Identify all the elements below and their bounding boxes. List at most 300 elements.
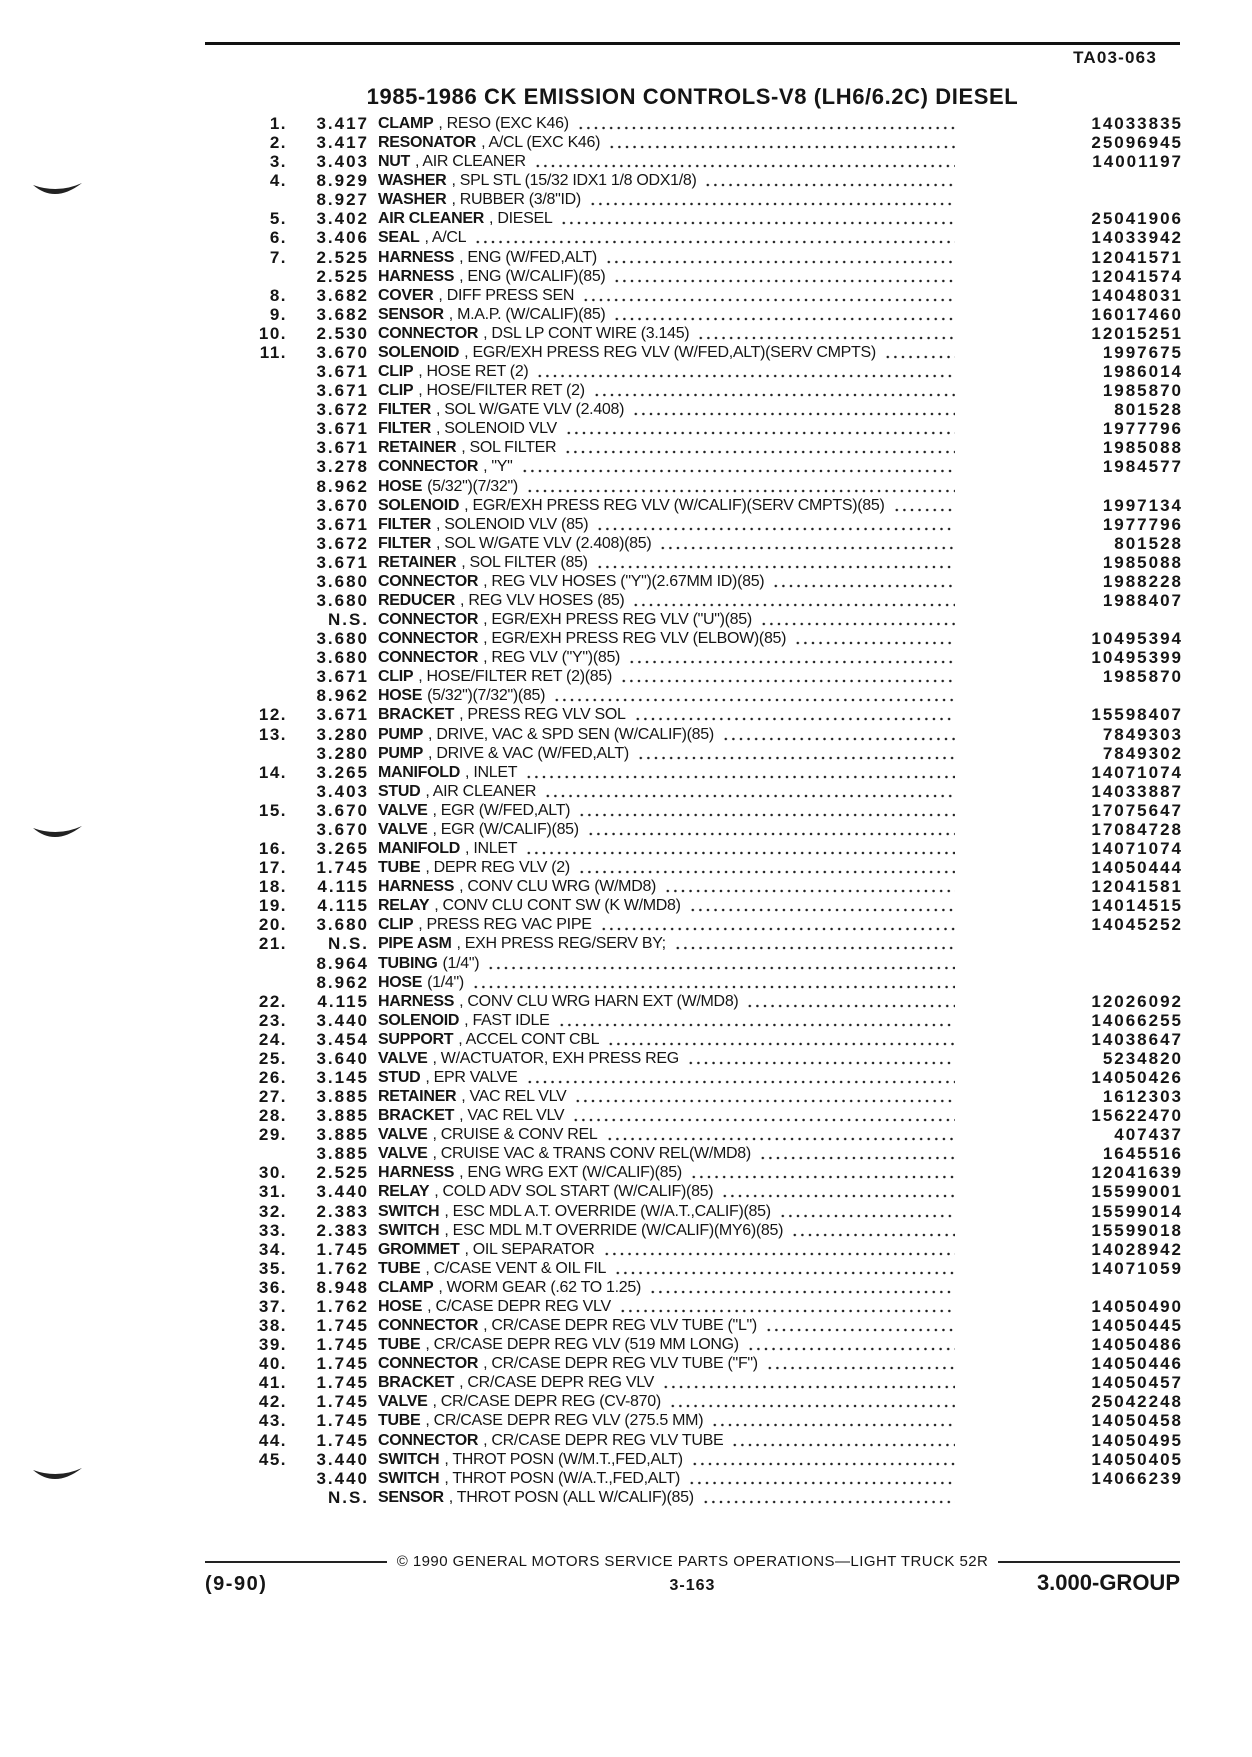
- part-row: [0, 782, 1252, 801]
- part-detail: , HOSE/FILTER RET (2)(85): [418, 668, 612, 686]
- part-name: MANIFOLD: [378, 763, 461, 781]
- part-number: 1985870: [1102, 381, 1183, 401]
- group-number: 8.962: [316, 972, 369, 992]
- part-detail: , CR/CASE DEPR REG VLV TUBE ("F"): [483, 1355, 758, 1373]
- dot-leader: [759, 1144, 955, 1163]
- item-number: 26.: [258, 1068, 287, 1087]
- part-detail: , CR/CASE DEPR REG VLV: [459, 1374, 655, 1392]
- part-name: VALVE: [378, 1049, 428, 1067]
- part-name: CONNECTOR: [378, 324, 479, 342]
- part-detail: , PRESS REG VAC PIPE: [418, 916, 592, 934]
- part-row: [0, 1240, 1252, 1259]
- part-row: [0, 1373, 1252, 1392]
- item-number: 19.: [258, 896, 287, 916]
- dot-leader: [614, 1259, 955, 1278]
- part-detail: , CONV CLU WRG HARN EXT (W/MD8): [459, 992, 739, 1010]
- part-name: SWITCH: [378, 1469, 440, 1487]
- item-number: 40.: [258, 1354, 287, 1374]
- part-detail: , COLD ADV SOL START (W/CALIF)(85): [434, 1183, 714, 1201]
- part-description: [378, 572, 955, 591]
- part-description: [378, 267, 955, 286]
- part-description: [378, 553, 955, 572]
- part-description: [378, 744, 955, 763]
- item-number: 15.: [258, 800, 287, 820]
- part-description: [378, 973, 955, 992]
- part-row: [0, 457, 1252, 476]
- item-number: 33.: [258, 1220, 287, 1240]
- item-number: 32.: [258, 1201, 287, 1221]
- part-number: 1985088: [1102, 438, 1183, 458]
- part-row: [0, 1469, 1252, 1488]
- part-name: CLAMP: [378, 115, 434, 132]
- part-number: 14050457: [1091, 1373, 1183, 1393]
- part-number: 1645516: [1102, 1144, 1183, 1164]
- group-number: 1.762: [316, 1296, 369, 1316]
- part-detail: , HOSE RET (2): [418, 363, 529, 381]
- part-name: SOLENOID: [378, 1011, 460, 1029]
- part-detail: , DIESEL: [489, 210, 553, 228]
- part-description: [378, 1106, 955, 1125]
- part-detail: , THROT POSN (W/A.T.,FED,ALT): [444, 1469, 681, 1487]
- group-label: 3.000-GROUP: [1036, 1570, 1180, 1595]
- item-number: 11.: [259, 342, 287, 362]
- item-number: 14.: [258, 762, 287, 782]
- part-detail: , VAC REL VLV: [459, 1107, 565, 1125]
- dot-leader: [662, 1373, 955, 1392]
- part-number: 14033942: [1091, 228, 1183, 248]
- part-row: [0, 858, 1252, 877]
- part-detail: , EGR/EXH PRESS REG VLV ("U")(85): [483, 611, 752, 629]
- part-description: [378, 228, 955, 247]
- part-description: [378, 1182, 955, 1201]
- part-description: [378, 1144, 955, 1163]
- dot-leader: [794, 629, 955, 648]
- part-name: CONNECTOR: [378, 1355, 479, 1373]
- dot-leader: [779, 1202, 955, 1221]
- part-description: [378, 1163, 955, 1182]
- dot-leader: [884, 343, 955, 362]
- part-row: [0, 1278, 1252, 1297]
- part-number: 25042248: [1091, 1392, 1183, 1412]
- dot-leader: [589, 190, 955, 209]
- part-name: MANIFOLD: [378, 840, 461, 858]
- part-description: [378, 152, 955, 171]
- part-row: [0, 209, 1252, 228]
- dot-leader: [637, 744, 955, 763]
- part-row: [0, 820, 1252, 839]
- part-number: 12041574: [1091, 266, 1183, 286]
- part-detail: , REG VLV HOSES (85): [460, 592, 625, 609]
- item-number: 42.: [258, 1392, 287, 1412]
- page-title: 1985-1986 CK EMISSION CONTROLS-V8 (LH6/6.2C) DIESEL: [366, 84, 1019, 109]
- part-description: [378, 725, 955, 744]
- item-number: 41.: [258, 1373, 287, 1393]
- item-number: 31.: [258, 1182, 287, 1202]
- part-name: SOLENOID: [378, 496, 460, 514]
- item-number: 27.: [258, 1087, 287, 1107]
- part-description: [378, 1125, 955, 1144]
- part-row: [0, 705, 1252, 724]
- dot-leader: [747, 1335, 955, 1354]
- part-detail: (1/4"): [427, 973, 464, 991]
- item-number: 3.: [269, 152, 287, 172]
- item-number: 16.: [258, 839, 287, 859]
- part-name: FILTER: [378, 534, 432, 552]
- part-row: [0, 1392, 1252, 1411]
- part-row: [0, 954, 1252, 973]
- part-row: [0, 1316, 1252, 1335]
- part-detail: , CR/CASE DEPR REG VLV (519 MM LONG): [425, 1336, 739, 1354]
- part-description: [378, 1297, 955, 1316]
- item-number: 34.: [258, 1239, 287, 1259]
- part-row: [0, 381, 1252, 400]
- part-number: 1985088: [1102, 552, 1183, 572]
- item-number: 1.: [269, 114, 287, 133]
- part-detail: , CR/CASE DEPR REG VLV (275.5 MM): [425, 1412, 704, 1430]
- dot-leader: [664, 877, 955, 896]
- dot-leader: [603, 1240, 955, 1259]
- part-name: SUPPORT: [378, 1030, 454, 1048]
- part-detail: , RESO (EXC K46): [438, 115, 569, 132]
- part-row: [0, 133, 1252, 152]
- part-description: [378, 496, 955, 515]
- part-detail: (5/32")(7/32"): [427, 477, 518, 495]
- part-number: 14028942: [1091, 1239, 1183, 1259]
- part-row: [0, 1488, 1252, 1507]
- part-row: [0, 248, 1252, 267]
- part-description: [378, 515, 955, 534]
- dot-leader: [704, 171, 955, 190]
- part-row: [0, 496, 1252, 515]
- part-name: SWITCH: [378, 1450, 440, 1468]
- dot-leader: [560, 209, 955, 228]
- part-number: 14050405: [1091, 1449, 1183, 1469]
- part-detail: , CONV CLU WRG (W/MD8): [459, 878, 657, 896]
- dot-leader: [619, 1297, 955, 1316]
- part-number: 801528: [1114, 400, 1183, 420]
- part-name: HOSE: [378, 1297, 423, 1315]
- dot-leader: [760, 610, 955, 629]
- group-number: 2.383: [316, 1201, 369, 1221]
- part-number: 14048031: [1091, 285, 1183, 305]
- dot-leader: [620, 667, 955, 686]
- group-number: 8.927: [316, 190, 369, 210]
- part-description: [378, 1202, 955, 1221]
- part-detail: , DRIVE & VAC (W/FED,ALT): [428, 744, 629, 762]
- dot-leader: [526, 1068, 955, 1087]
- part-name: GROMMET: [378, 1240, 460, 1258]
- part-detail: , VAC REL VLV: [461, 1088, 567, 1106]
- dot-leader: [474, 228, 955, 247]
- part-number: 1997134: [1102, 495, 1183, 515]
- part-description: [378, 1259, 955, 1278]
- part-number: 12041581: [1091, 877, 1183, 897]
- dot-leader: [893, 496, 955, 515]
- part-detail: , PRESS REG VLV SOL: [459, 706, 626, 724]
- part-row: [0, 1202, 1252, 1221]
- part-row: [0, 992, 1252, 1011]
- part-number: 1986014: [1102, 362, 1183, 382]
- part-description: [378, 954, 955, 973]
- part-detail: , CRUISE VAC & TRANS CONV REL(W/MD8): [432, 1145, 751, 1163]
- part-number: 14050426: [1091, 1068, 1183, 1087]
- group-number: 3.671: [316, 419, 369, 439]
- part-detail: , FAST IDLE: [464, 1011, 550, 1029]
- dot-leader: [574, 1087, 955, 1106]
- item-number: 20.: [258, 915, 287, 935]
- group-number: 3.885: [316, 1144, 369, 1164]
- part-row: [0, 190, 1252, 209]
- part-name: TUBE: [378, 1336, 421, 1354]
- dot-leader: [582, 286, 955, 305]
- part-description: [378, 209, 955, 228]
- group-number: 3.440: [316, 1449, 369, 1469]
- dot-leader: [690, 1163, 955, 1182]
- part-number: 25096945: [1091, 133, 1183, 153]
- part-number: 7849302: [1102, 743, 1183, 763]
- part-row: [0, 1450, 1252, 1469]
- part-number: 14066255: [1091, 1010, 1183, 1030]
- part-number: 14001197: [1092, 152, 1183, 172]
- part-description: [378, 1240, 955, 1259]
- dot-leader: [578, 858, 955, 877]
- part-detail: , A/CL: [424, 229, 467, 247]
- part-row: [0, 286, 1252, 305]
- part-row: [0, 228, 1252, 247]
- item-number: 37.: [258, 1296, 287, 1316]
- dot-leader: [766, 1354, 955, 1373]
- part-name: TUBING: [378, 954, 438, 972]
- part-row: [0, 534, 1252, 553]
- item-number: 8.: [269, 285, 287, 305]
- part-detail: , EGR (W/FED,ALT): [432, 801, 571, 819]
- dot-leader: [669, 1392, 955, 1411]
- group-number: 3.680: [316, 915, 369, 935]
- part-detail: , SOL W/GATE VLV (2.408)(85): [436, 534, 652, 552]
- part-detail: , REG VLV HOSES ("Y")(2.67MM ID)(85): [483, 572, 765, 590]
- part-name: BRACKET: [378, 1374, 455, 1392]
- part-description: [378, 629, 955, 648]
- item-number: 5.: [269, 209, 287, 229]
- part-name: RETAINER: [378, 553, 457, 571]
- dot-leader: [578, 801, 955, 820]
- part-description: [378, 362, 955, 381]
- part-number: 1612303: [1102, 1087, 1183, 1107]
- part-name: CONNECTOR: [378, 1431, 479, 1449]
- dot-leader: [791, 1221, 955, 1240]
- part-description: [378, 992, 955, 1011]
- page-number: 3-163: [669, 1577, 716, 1594]
- part-detail: , AIR CLEANER: [414, 153, 526, 171]
- part-name: TUBE: [378, 1412, 421, 1430]
- part-name: CLIP: [378, 363, 414, 381]
- part-detail: , DEPR REG VLV (2): [425, 859, 570, 877]
- group-number: 3.440: [316, 1010, 369, 1030]
- item-number: 38.: [258, 1316, 287, 1336]
- part-name: RESONATOR: [378, 134, 477, 152]
- part-description: [378, 1030, 955, 1049]
- item-number: 44.: [258, 1430, 287, 1450]
- part-row: [0, 1087, 1252, 1106]
- part-detail: , AIR CLEANER: [425, 782, 537, 800]
- part-row: [0, 477, 1252, 496]
- part-name: SWITCH: [378, 1221, 440, 1239]
- part-row: [0, 267, 1252, 286]
- part-description: [378, 1335, 955, 1354]
- part-name: STUD: [378, 782, 421, 800]
- part-row: [0, 343, 1252, 362]
- part-number: 407437: [1114, 1125, 1183, 1145]
- part-description: [378, 305, 955, 324]
- part-name: SENSOR: [378, 1488, 444, 1506]
- group-number: 3.671: [316, 381, 369, 401]
- item-number: 22.: [258, 991, 287, 1011]
- part-description: [378, 820, 955, 839]
- part-detail: , EXH PRESS REG/SERV BY;: [456, 935, 666, 953]
- part-name: PIPE ASM: [378, 935, 452, 953]
- part-detail: , EPR VALVE: [425, 1069, 518, 1086]
- part-name: FILTER: [378, 515, 432, 533]
- group-number: 2.383: [316, 1220, 369, 1240]
- group-number: 1.745: [316, 1354, 369, 1374]
- dot-leader: [521, 457, 955, 476]
- group-number: 1.745: [316, 1392, 369, 1412]
- part-number: 14050444: [1091, 858, 1183, 878]
- group-number: 3.671: [316, 705, 369, 725]
- part-number: 10495394: [1091, 629, 1183, 649]
- item-number: 9.: [269, 304, 287, 324]
- part-description: [378, 400, 955, 419]
- part-detail: , EGR (W/CALIF)(85): [432, 820, 579, 838]
- part-name: HARNESS: [378, 1164, 455, 1182]
- part-name: REDUCER: [378, 592, 456, 609]
- part-detail: (1/4"): [442, 954, 480, 972]
- part-detail: , DSL LP CONT WIRE (3.145): [483, 324, 690, 342]
- group-number: 3.885: [316, 1106, 369, 1126]
- dot-leader: [536, 362, 955, 381]
- dot-leader: [544, 782, 955, 801]
- dot-leader: [607, 1030, 955, 1049]
- part-name: NUT: [378, 153, 410, 171]
- part-detail: , THROT POSN (ALL W/CALIF)(85): [448, 1488, 694, 1506]
- footer-copyright-line: [205, 1552, 1180, 1572]
- item-number: 29.: [258, 1125, 287, 1145]
- item-number: 7.: [269, 247, 287, 267]
- part-detail: , SOL FILTER: [461, 439, 557, 457]
- part-row: [0, 400, 1252, 419]
- part-detail: , ENG (W/FED,ALT): [459, 248, 597, 266]
- dot-leader: [632, 591, 955, 610]
- group-number: 3.440: [316, 1182, 369, 1202]
- part-name: HOSE: [378, 477, 423, 495]
- part-name: CONNECTOR: [378, 611, 479, 629]
- item-number: 43.: [258, 1411, 287, 1431]
- group-number: 3.280: [316, 724, 369, 744]
- part-description: [378, 477, 955, 496]
- item-number: 45.: [258, 1449, 287, 1469]
- part-detail: , W/ACTUATOR, EXH PRESS REG: [432, 1049, 679, 1067]
- part-description: [378, 343, 955, 362]
- part-name: CONNECTOR: [378, 630, 479, 648]
- part-number: 14050445: [1091, 1316, 1183, 1336]
- part-number: 14033887: [1091, 781, 1183, 801]
- part-number: 14050446: [1091, 1354, 1183, 1374]
- part-row: [0, 896, 1252, 915]
- part-detail: , SOL FILTER (85): [461, 553, 588, 571]
- part-detail: , A/CL (EXC K46): [481, 134, 601, 152]
- item-number: 21.: [258, 934, 287, 954]
- group-number: 3.682: [316, 304, 369, 324]
- part-row: [0, 1011, 1252, 1030]
- part-number: 14050495: [1091, 1430, 1183, 1450]
- group-number: 1.745: [316, 1411, 369, 1431]
- footer-rule-left: [205, 1561, 387, 1563]
- group-number: 2.525: [316, 266, 369, 286]
- item-number: 12.: [258, 705, 287, 725]
- part-description: [378, 610, 955, 629]
- item-number: 35.: [258, 1258, 287, 1278]
- part-number: 5234820: [1102, 1048, 1183, 1068]
- dot-leader: [613, 305, 955, 324]
- part-row: [0, 1144, 1252, 1163]
- part-number: 1997675: [1102, 342, 1183, 362]
- part-number: 1977796: [1102, 419, 1183, 439]
- dot-leader: [697, 324, 955, 343]
- part-description: [378, 1221, 955, 1240]
- part-row: [0, 1125, 1252, 1144]
- part-name: HARNESS: [378, 248, 455, 266]
- dot-leader: [534, 152, 955, 171]
- part-row: [0, 1411, 1252, 1430]
- part-name: CLIP: [378, 668, 414, 686]
- part-row: [0, 648, 1252, 667]
- part-name: RETAINER: [378, 439, 457, 457]
- group-number: 4.115: [317, 896, 369, 916]
- part-description: [378, 1354, 955, 1373]
- part-row: [0, 610, 1252, 629]
- part-detail: , ENG (W/CALIF)(85): [459, 267, 606, 285]
- part-description: [378, 1316, 955, 1335]
- copyright-text: © 1990 GENERAL MOTORS SERVICE PARTS OPERATIONS—LIGHT TRUCK 52R: [396, 1553, 989, 1570]
- part-description: [378, 1049, 955, 1068]
- part-number: 1988407: [1102, 591, 1183, 610]
- part-row: [0, 1431, 1252, 1450]
- part-description: [378, 858, 955, 877]
- group-number: 1.762: [316, 1258, 369, 1278]
- part-description: [378, 457, 955, 476]
- part-description: [378, 1392, 955, 1411]
- part-row: [0, 915, 1252, 934]
- group-number: 3.680: [316, 591, 369, 610]
- part-name: SENSOR: [378, 305, 444, 323]
- part-description: [378, 648, 955, 667]
- group-number: 8.929: [316, 171, 369, 191]
- dot-leader: [608, 133, 955, 152]
- part-row: [0, 362, 1252, 381]
- part-description: [378, 1411, 955, 1430]
- group-number: 3.403: [316, 152, 369, 172]
- group-number: 3.402: [316, 209, 369, 229]
- part-description: [378, 190, 955, 209]
- part-name: VALVE: [378, 801, 428, 819]
- part-name: CONNECTOR: [378, 649, 479, 667]
- part-number: 15622470: [1091, 1106, 1183, 1126]
- part-detail: , REG VLV ("Y")(85): [483, 649, 621, 667]
- group-number: 3.671: [316, 667, 369, 687]
- part-number: 15599018: [1091, 1220, 1183, 1240]
- part-row: [0, 1221, 1252, 1240]
- part-row: [0, 629, 1252, 648]
